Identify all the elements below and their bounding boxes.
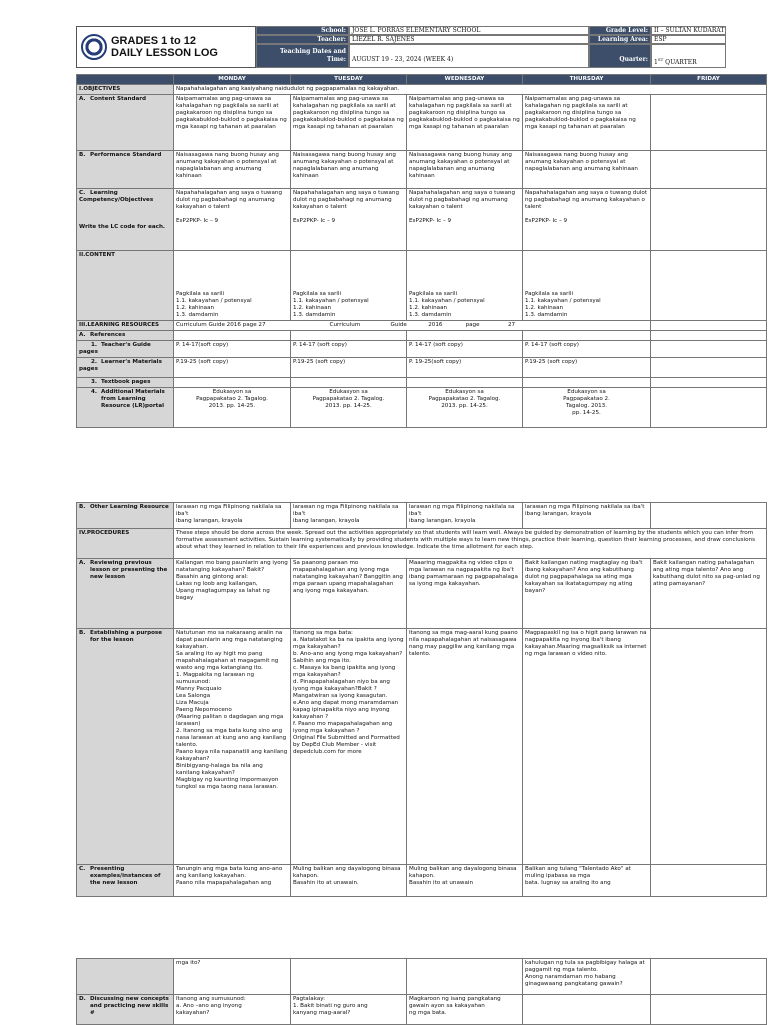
grade-label: Grade Level:: [589, 26, 651, 35]
teachers-guide-thu: P. 14-17 (soft copy): [523, 341, 651, 358]
purpose-label: [77, 629, 174, 865]
presenting-row: [77, 865, 767, 897]
day-friday: FRIDAY: [651, 75, 767, 85]
performance-standard-label: [77, 151, 174, 189]
lesson-table-page1: [76, 74, 767, 428]
other-resource-fri: [651, 503, 767, 529]
other-resource-title: Other Learning Resource: [90, 504, 169, 510]
deped-seal-icon: [81, 34, 107, 60]
purpose-tue: Itanong sa mga bata: a. Natatakot ka ba na ipakita ang iyong mga kakayahan? b. Ano-ano ang iyong mga kakayahan? Sabihin ang mga ito. c. Masaya ka bang ipakita ang iyong mga kakayahan? d. Pinapapahalagahan niyo ba ang iyong mga kakayahan?Bakit ? Mangatwiran sa iyong kasagutan. e.Ano ang dapat mong maramdaman kapag ipinapakita niyo ang inyong kakayahan ? f. Paano mo mapapahalagahan ang iyong mga kakayahan ? Original File Submitted and Formatted by DepEd Club Member - visit depedclub.com for more: [291, 629, 407, 865]
reviewing-wed: Maaaring magpakita ng video clips o mga larawan na nagpapakita ng iba't ibang pamamaraan ng pagpapahalaga sa iyong mga kakayahan.: [407, 559, 523, 629]
discussing-label: [77, 995, 174, 1025]
presenting-label: [77, 865, 174, 897]
content-standard-wed: Naipamamalas ang pag-unawa sa kahalagahan ng pagkilala sa sarili at pagkakaroon ng disiplina tungo sa pagkakabuklod-buklod o pagkakaisa ng mga kasapi ng tahanan at paaralan: [407, 95, 523, 151]
other-resource-row: [77, 503, 767, 529]
competency-tue: Napahahalagahan ang saya o tuwang dulot ng pagbabahagi ng anumang kakayahan o talent EsP2PKP- Ic – 9: [291, 189, 407, 251]
lesson-table-page2: [76, 502, 767, 897]
presenting-letter: C.: [79, 866, 86, 872]
competency-thu: Napahahalagahan ang saya o tuwang dulot ng pagbabahagi ng anumang kakayahan o talent EsP2PKP- Ic – 9: [523, 189, 651, 251]
lr-portal-num: 4.: [90, 389, 97, 395]
discussing-letter: D.: [79, 996, 86, 1002]
purpose-thu: Magpapaskil ng isa o higit pang larawan na nagpapakita ng inyong iba't ibang kakayahan.Maaring magsaliksik sa internet ng mga larawan o video nito.: [523, 629, 651, 865]
logo-title: [111, 35, 218, 59]
purpose-row: [77, 629, 767, 865]
competency-fri: [651, 189, 767, 251]
lr-portal-row: [77, 388, 767, 428]
presenting-title: Presenting examples/instances of the new lesson: [90, 866, 161, 886]
learners-materials-title: Learner's Materials pages: [79, 359, 162, 372]
textbook-thu: [523, 378, 651, 388]
teachers-guide-fri: [651, 341, 767, 358]
teachers-guide-title: Teacher's Guide pages: [79, 342, 151, 355]
other-resource-letter: B.: [79, 504, 86, 510]
content-standard-thu: Naipamamalas ang pag-unawa sa kahalagahan ng pagkilala sa sarili at pagkakaroon ng disiplina tungo sa pagkakabuklod-buklod o pagkakaisa ng mga kasapi ng tahanan at paaralan: [523, 95, 651, 151]
logo-line1: GRADES 1 to 12: [111, 35, 196, 47]
discussing-row: [77, 995, 767, 1025]
content-standard-row: [77, 95, 767, 151]
performance-standard-fri: [651, 151, 767, 189]
logo-line2: DAILY LESSON LOG: [111, 47, 218, 59]
learners-materials-wed: P. 19-25(soft copy): [407, 358, 523, 378]
presenting-cont-label: [77, 959, 174, 995]
textbook-wed: [407, 378, 523, 388]
content-row: [77, 251, 767, 321]
textbook-num: 3.: [90, 379, 97, 385]
presenting-cont-thu: kahulugan ng tula sa pagbibigay halaga at paggamit ng mga talento. Anong naramdaman mo habang ginagawaang pangkatang gawain?: [523, 959, 651, 995]
objectives-text: Napahahalagahan ang kasiyahang naidudulot ng pagpapamalas ng kakayahan.: [174, 85, 767, 95]
learners-materials-fri: [651, 358, 767, 378]
lr-portal-label: [77, 388, 174, 428]
area-value: ESP: [651, 35, 726, 44]
teachers-guide-tue: P. 14-17 (soft copy): [291, 341, 407, 358]
references-letter: A.: [79, 332, 86, 338]
dates-value: AUGUST 19 - 23, 2024 (WEEK 4): [349, 44, 589, 68]
reviewing-fri: Bakit kailangan nating pahalagahan ang ating mga talento? Ano ang kabutihang dulot nito sa pag-unlad ng ating pamayanan?: [651, 559, 767, 629]
lr-portal-title: Additional Materials from Learning Resource (LR)portal: [101, 389, 165, 409]
presenting-tue: Muling balikan ang dayalogong binasa kahapon. Basahin ito at unawain.: [291, 865, 407, 897]
lr-portal-tue: Edukasyon sa Pagpapakatao 2. Tagalog. 2013. pp. 14-25.: [291, 388, 407, 428]
teachers-guide-wed: P. 14-17 (soft copy): [407, 341, 523, 358]
references-wed: [407, 331, 523, 341]
content-standard-tue: Naipamamalas ang pag-unawa sa kahalagahan ng pagkilala sa sarili at pagkakaroon ng disiplina tungo sa pagkakabuklod-buklod o pagkakaisa ng mga kasapi ng tahanan at paaralan: [291, 95, 407, 151]
objectives-label: I.OBJECTIVES: [77, 85, 174, 95]
lr-portal-mon: Edukasyon sa Pagpapakatao 2. Tagalog. 2013. pp. 14-25.: [174, 388, 291, 428]
textbook-fri: [651, 378, 767, 388]
references-title: References: [90, 332, 126, 338]
lesson-table-page3: [76, 958, 767, 1025]
competency-title: Learning Competency/Objectives: [79, 190, 154, 203]
content-standard-letter: A.: [79, 96, 86, 102]
purpose-mon: Natutunan mo sa nakaraang aralin na dapat paunlarin ang mga natatanging kakayahan. Sa araling ito ay higit mo pang mapahahalagahan at magagamit ng wasto ang mga katangiang ito. 1. Magpakita ng larawan ng sumusunod: Manny Pacquaio Lea Salonga Liza Macuja Paeng Nepomoceno (Maaring palitan o dagdagan ang mga larawan) 2. Itanong sa mga bata kung sino ang nasa larawan at kung ano ang kanilang talento. Paano kaya nila napanatili ang kanilang kakayahan? Binibigyang-halaga ba nila ang kanilang kakayahan? Magbigay ng kaunting impormasyon tungkol sa mga taong nasa larawan.: [174, 629, 291, 865]
learners-materials-mon: P.19-25 (soft copy): [174, 358, 291, 378]
competency-wed: Napahahalagahan ang saya o tuwang dulot ng pagbabahagi ng anumang kakayahan o talent EsP2PKP- Ic – 9: [407, 189, 523, 251]
school-label: School:: [256, 26, 349, 35]
performance-standard-title: Performance Standard: [90, 152, 162, 158]
teachers-guide-num: 1.: [90, 342, 97, 348]
quarter-value: 1ST QUARTER: [651, 44, 726, 68]
learners-materials-label: [77, 358, 174, 378]
references-fri: [651, 331, 767, 341]
lr-portal-fri: [651, 388, 767, 428]
performance-standard-wed: Naisasagawa nang buong husay ang anumang kakayahan o potensyal at napaglalabanan ang anumang kahinaan: [407, 151, 523, 189]
content-standard-label: [77, 95, 174, 151]
content-wed: Pagkilala sa sarili 1.1. kakayahan / potensyal 1.2. kahinaan 1.3. damdamin: [407, 251, 523, 321]
area-label: Learning Area:: [589, 35, 651, 44]
competency-sublabel: Write the LC code for each.: [79, 224, 166, 230]
performance-standard-mon: Naisasagawa nang buong husay ang anumang kakayahan o potensyal at napaglalabanan ang anumang kahinaan: [174, 151, 291, 189]
discussing-fri: [651, 995, 767, 1025]
reviewing-tue: Sa paanong paraan mo mapapahalagahan ang iyong mga natatanging kakayahan? Banggitin ang mga paraan upang mapahalagahan ang iyong mga kakayahan.: [291, 559, 407, 629]
performance-standard-letter: B.: [79, 152, 86, 158]
dates-label-line1: Teaching Dates and: [279, 48, 346, 55]
content-thu: Pagkilala sa sarili 1.1. kakayahan / potensyal 1.2. kahinaan 1.3. damdamin: [523, 251, 651, 321]
day-thursday: THURSDAY: [523, 75, 651, 85]
teachers-guide-row: [77, 341, 767, 358]
reviewing-title: Reviewing previous lesson or presenting the new lesson: [90, 560, 168, 580]
resources-fri: [651, 321, 767, 331]
day-header-blank: [77, 75, 174, 85]
logo-box: [76, 26, 256, 68]
purpose-title: Establishing a purpose for the lesson: [90, 630, 163, 643]
discussing-mon: Itanong ang sumusunod: a. Ano –ano ang inyong kakayahan?: [174, 995, 291, 1025]
reviewing-label: [77, 559, 174, 629]
presenting-cont-tue: [291, 959, 407, 995]
other-resource-wed: larawan ng mga Filipinong nakilala sa iba't ibang larangan, krayola: [407, 503, 523, 529]
procedures-row: [77, 529, 767, 559]
textbook-tue: [291, 378, 407, 388]
dates-label: [256, 44, 349, 68]
textbook-mon: [174, 378, 291, 388]
other-resource-mon: larawan ng mga Filipinong nakilala sa iba't ibang larangan, krayola: [174, 503, 291, 529]
lesson-log-header: [76, 26, 726, 68]
procedures-label: IV.PROCEDURES: [77, 529, 174, 559]
competency-letter: C.: [79, 190, 86, 196]
presenting-cont-wed: [407, 959, 523, 995]
textbook-label: [77, 378, 174, 388]
quarter-label: Quarter:: [589, 44, 651, 68]
grade-value: II – SULTAN KUDARAT: [651, 26, 726, 35]
references-mon: [174, 331, 291, 341]
references-row: [77, 331, 767, 341]
competency-label: [77, 189, 174, 251]
learners-materials-thu: P.19-25 (soft copy): [523, 358, 651, 378]
content-standard-title: Content Standard: [90, 96, 147, 102]
performance-standard-row: [77, 151, 767, 189]
presenting-fri: [651, 865, 767, 897]
resources-row: [77, 321, 767, 331]
content-mon: Pagkilala sa sarili 1.1. kakayahan / potensyal 1.2. kahinaan 1.3. damdamin: [174, 251, 291, 321]
resources-label: III.LEARNING RESOURCES: [77, 321, 174, 331]
presenting-cont-mon: mga ito?: [174, 959, 291, 995]
other-resource-tue: larawan ng mga Filipinong nakilala sa iba't ibang larangan, krayola: [291, 503, 407, 529]
resources-text: Curriculum Guide 2016 page 27 Curriculum Guide 2016 page 27: [174, 321, 651, 331]
discussing-title: Discussing new concepts and practicing new skills #: [90, 996, 169, 1016]
day-wednesday: WEDNESDAY: [407, 75, 523, 85]
discussing-tue: Pagtalakay: 1. Bakit binati ng guro ang kanyang mag-aaral?: [291, 995, 407, 1025]
teacher-label: Teacher:: [256, 35, 349, 44]
day-tuesday: TUESDAY: [291, 75, 407, 85]
content-standard-mon: Naipamamalas ang pag-unawa sa kahalagahan ng pagkilala sa sarili at pagkakaroon ng disiplina tungo sa pagkakabuklod-buklod o pagkakaisa ng mga kasapi ng tahanan at paaralan: [174, 95, 291, 151]
content-label: II.CONTENT: [77, 251, 174, 321]
learners-materials-num: 2.: [90, 359, 97, 365]
objectives-row: [77, 85, 767, 95]
purpose-wed: Itanong sa mga mag-aaral kung paano nila napapahalagahan at naisasagawa nang may paggiliw ang kanilang mga talento.: [407, 629, 523, 865]
other-resource-thu: larawan ng mga Filipinong nakilala sa iba't ibang larangan, krayola: [523, 503, 651, 529]
procedures-text: These steps should be done across the week. Spread out the activities appropriately so that students will learn well. Always be guided by demonstration of learning by the students which you can infer from formative assessment activities. Sustain learning systematically by providing students with multiple ways to learn new things, practice their learning, question their learning processes, and draw conclusions about what they learned in relation to their life experiences and previous knowledge. Indicate the time allotment for each step.: [174, 529, 767, 559]
reviewing-thu: Bakit kailangan nating magtaglay ng iba't ibang kakayahan? Ano ang kabutihang dulot ng pagpapahalaga sa ating mga kakayahan sa ikatatagumpay ng ating bayan?: [523, 559, 651, 629]
competency-row: [77, 189, 767, 251]
header-info-grid: [256, 26, 726, 68]
teacher-value: LIEZEL R. SAJENES: [349, 35, 589, 44]
presenting-cont-fri: [651, 959, 767, 995]
presenting-thu: Balikan ang tulang "Talentado Ako" at muling ipabasa sa mga bata. Iugnay sa araling ito ang: [523, 865, 651, 897]
content-tue: Pagkilala sa sarili 1.1. kakayahan / potensyal 1.2. kahinaan 1.3. damdamin: [291, 251, 407, 321]
reviewing-letter: A.: [79, 560, 86, 566]
lr-portal-thu: Edukasyon sa Pagpapakatao 2. Tagalog. 2013. pp. 14-25.: [523, 388, 651, 428]
textbook-row: [77, 378, 767, 388]
teachers-guide-label: [77, 341, 174, 358]
discussing-wed: Magkaroon ng isang pangkatang gawain ayon sa kakayahan ng mga bata.: [407, 995, 523, 1025]
purpose-fri: [651, 629, 767, 865]
presenting-wed: Muling balikan ang dayalogong binasa kahapon. Basahin ito at unawain: [407, 865, 523, 897]
lr-portal-wed: Edukasyon sa Pagpapakatao 2. Tagalog. 2013. pp. 14-25.: [407, 388, 523, 428]
day-header-row: [77, 75, 767, 85]
competency-mon: Napahahalagahan ang saya o tuwang dulot ng pagbabahagi ng anumang kakayahan o talent EsP2PKP- Ic – 9: [174, 189, 291, 251]
purpose-letter: B.: [79, 630, 86, 636]
learners-materials-tue: P.19-25 (soft copy): [291, 358, 407, 378]
content-fri: [651, 251, 767, 321]
content-standard-fri: [651, 95, 767, 151]
teachers-guide-mon: P. 14-17(soft copy): [174, 341, 291, 358]
textbook-title: Textbook pages: [101, 379, 151, 385]
performance-standard-thu: Naisasagawa nang buong husay ang anumang kakayahan o potensyal at napaglalabanan ang anumang kahinaan: [523, 151, 651, 189]
day-monday: MONDAY: [174, 75, 291, 85]
dates-label-line2: Time:: [326, 56, 346, 63]
learners-materials-row: [77, 358, 767, 378]
reviewing-mon: Kailangan mo bang paunlarin ang iyong natatanging kakayahan? Bakit? Basahin ang gintong aral: Lakas ng loob ang kailangan, Upang magtagumpay sa lahat ng bagay: [174, 559, 291, 629]
presenting-cont-row: [77, 959, 767, 995]
school-value: JOSE L. PORRAS ELEMENTARY SCHOOL: [349, 26, 589, 35]
presenting-mon: Tanungin ang mga bata kung ano-ano ang kanilang kakayahan. Paano nila mapapahalagahan ang: [174, 865, 291, 897]
references-thu: [523, 331, 651, 341]
reviewing-row: [77, 559, 767, 629]
discussing-thu: [523, 995, 651, 1025]
other-resource-label: [77, 503, 174, 529]
references-label: [77, 331, 174, 341]
references-tue: [291, 331, 407, 341]
performance-standard-tue: Naisasagawa nang buong husay ang anumang kakayahan o potensyal at napaglalabanan ang anumang kahinaan: [291, 151, 407, 189]
